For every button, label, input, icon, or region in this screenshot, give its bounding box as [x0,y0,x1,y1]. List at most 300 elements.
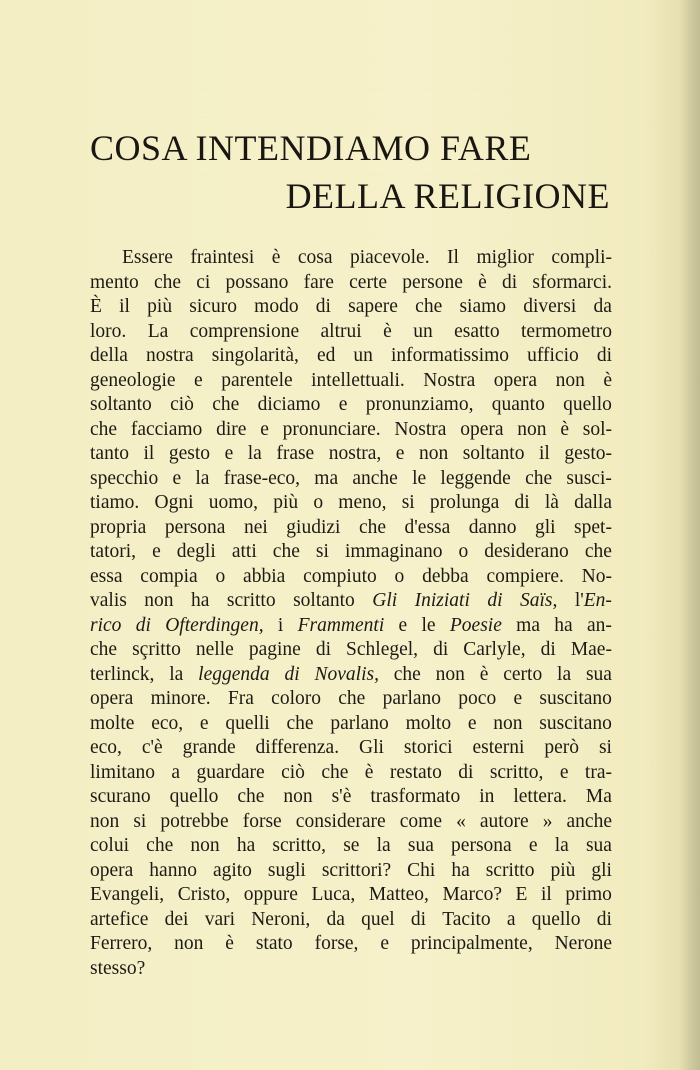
text-word: persona [451,835,512,856]
text-word: che [272,541,300,562]
text-word: differenza. [255,737,340,758]
text-word: parlano [330,712,389,734]
text-word: Saïs, [519,590,558,611]
text-word: di [410,908,427,930]
text-word: compia [140,565,198,587]
text-word: nostra [145,345,194,366]
text-word: piacevole. [349,247,430,268]
text-word: non [418,443,449,464]
text-word: che [415,296,443,317]
text-line [90,540,612,565]
text-line [90,442,612,467]
text-word: Ferrero, [90,933,153,954]
text-word: comprensione [189,320,300,342]
text-word: opera [493,369,538,391]
text-line [90,393,612,418]
text-word: di [433,639,449,660]
text-word: e [528,835,538,856]
text-word: gesto [168,443,211,464]
text-word: che [321,761,349,783]
text-word: giudizi [286,516,341,538]
text-word: colui [90,835,129,856]
text-word: di [284,663,300,685]
text-word: Mae- [570,639,612,660]
text-word: e [172,467,182,489]
text-word: Matteo, [368,884,429,905]
text-word: che [525,467,553,489]
text-word: un [353,345,373,366]
chapter-title-line-2: DELLA RELIGIONE [285,176,610,216]
text-word: soltanto [293,590,355,611]
text-word: ufficio [527,345,579,366]
text-word: ed [316,345,336,366]
text-word: a [171,761,181,783]
text-word: la [376,835,391,856]
text-word: Frammenti [297,614,385,636]
text-word: si [133,810,147,832]
page-gutter-shadow [680,0,700,1070]
text-word: della [90,345,128,366]
text-word: ha [554,614,573,636]
text-word: scurano [90,786,151,807]
text-word: Chi [407,859,436,881]
text-word: gli [534,516,556,538]
text-word: molto [405,712,452,734]
text-word: non [283,786,313,807]
text-word: meno, [338,492,387,513]
text-word: ciò [281,761,305,783]
body-paragraph [90,246,612,981]
text-word: Evangeli, [90,884,165,905]
text-word: che [90,639,118,660]
text-line [90,516,612,541]
text-word: essa [90,565,123,587]
text-word: quel [361,908,395,930]
text-word: che [393,663,421,685]
text-line [90,687,612,712]
text-word: è [478,271,487,293]
text-word: intellettuali. [311,369,405,391]
text-word: parlano [382,688,442,709]
text-word: a [506,908,516,930]
text-word: che [584,541,612,562]
text-word: cosa [297,247,333,268]
text-word: la [557,663,572,685]
text-word: certo [503,663,543,685]
text-word: in [479,786,495,807]
text-word: dei [164,908,189,930]
text-line [90,932,612,957]
text-word: persone [402,271,463,293]
text-word: la [247,443,262,464]
text-word: danno [468,516,517,538]
text-word: an- [586,614,612,636]
text-word: di [596,908,612,930]
text-word: compiere. [486,565,564,587]
text-word: e [559,761,569,783]
text-word: » [542,810,553,832]
text-word: propria [90,516,147,538]
text-word: o [458,541,469,562]
text-word: ma [314,467,339,489]
text-word: frase-eco, [223,467,301,489]
text-word: di [596,345,612,366]
text-word: agito [212,859,252,881]
text-word: diciamo [257,394,321,415]
text-word: scritto, [489,761,544,783]
text-word: il [538,443,550,464]
text-word: di [135,614,151,636]
text-word: gli [591,859,612,881]
text-word: specchio [90,467,159,489]
text-word: non [90,810,120,832]
text-line [90,418,612,443]
text-word: non [144,590,174,611]
text-word: termometro [521,320,612,342]
text-word: soltanto [462,443,525,464]
text-word: è [383,320,392,342]
text-word: è [271,247,281,268]
text-word: di [502,271,518,293]
text-word: fare [303,271,334,293]
text-word: la [554,835,569,856]
text-word: forse, [314,933,359,954]
text-word: terlinck, [90,663,155,685]
text-word: scritto, [272,835,327,856]
text-word: diversi [523,296,577,317]
text-word: da [593,296,612,317]
text-line [90,712,612,737]
text-word: il [119,296,130,317]
text-word: sua [585,835,612,856]
text-word: siamo [459,296,507,317]
text-line [90,663,612,688]
text-word: che [358,516,387,538]
text-word: Fra [227,688,254,709]
text-line [90,344,612,369]
text-word: nei [243,516,268,538]
text-word: frase [276,443,315,464]
text-word: degli [176,541,216,562]
text-word: Marco? [442,884,503,905]
text-line [90,810,612,835]
text-word: scritto [226,590,276,611]
text-word: lettera. [513,786,567,807]
text-word: non [493,712,523,734]
text-word: i [277,614,284,636]
text-word: soltanto [90,394,152,415]
text-word: vari [204,908,236,930]
text-word: Tacito [442,908,491,930]
text-word: opera [460,418,504,440]
text-word: non [435,663,465,685]
text-word: esterni [472,737,525,758]
text-word: che [212,394,240,415]
text-word: o [394,565,405,587]
text-word: di [458,761,474,783]
text-word: quello [169,786,219,807]
text-word: dire [216,418,247,440]
text-word: come [399,810,442,832]
text-word: che [153,271,182,293]
text-word: c'è [141,737,163,758]
text-word: che [146,835,174,856]
text-word: è [364,761,374,783]
text-line [90,491,612,516]
text-word: anche [566,810,612,832]
text-word: guardare [196,761,265,783]
text-word: Essere [122,247,173,268]
text-word: possano [225,271,289,293]
text-line [90,369,612,394]
text-word: ha [191,590,210,611]
text-word: di [540,639,556,660]
text-word: grande [182,737,236,758]
text-word: coloro [271,688,321,709]
text-word: compiuto [303,565,377,587]
text-word: Nerone [554,933,612,954]
text-word: gesto- [564,443,612,464]
text-word: tanto [90,443,129,464]
text-word: il [540,884,552,905]
text-word: spet- [574,516,612,538]
text-word: e [199,712,209,734]
text-word: persona [164,516,226,538]
text-word: più [550,859,576,881]
text-word: facciamo [130,418,203,440]
text-word: limitano [90,761,155,783]
text-word: prolunga [429,492,500,513]
text-word: La [147,320,169,342]
text-word: poco [458,688,497,709]
text-word: considerare [295,810,386,832]
text-line [90,271,612,296]
text-word: eco, [151,712,184,734]
text-line [90,246,612,271]
text-line [90,565,612,590]
text-word: un [413,320,433,342]
text-word: È [90,296,102,317]
text-word: non [190,835,220,856]
text-word: modo [254,296,299,317]
text-word: uomo, [208,492,258,513]
text-word: sformarci. [532,271,612,293]
text-word: la [195,467,210,489]
text-word: che [90,418,118,440]
text-word: però [544,737,580,758]
text-word: pagine [248,639,301,660]
text-word: il [143,443,155,464]
text-word: ciò [170,394,194,415]
text-word: e [338,394,348,415]
text-word: Schlegel, [346,639,419,660]
text-word: autore [479,810,529,832]
text-word: o [215,565,226,587]
text-word: esatto [454,320,500,342]
text-word: e [395,443,405,464]
text-word: Ma [585,786,612,807]
text-line [90,467,612,492]
text-word: quello [531,908,581,930]
text-word: e [467,712,477,734]
text-word: leggende [440,467,511,489]
text-word: Gli [359,737,384,758]
text-word: quelli [225,712,270,734]
text-word: atti [231,541,257,562]
text-word: stato [255,933,293,954]
text-word: dalla [574,492,612,513]
text-word: Iniziati [414,590,470,611]
text-word: quello [563,394,612,415]
text-word: hanno [149,859,197,881]
text-line [90,761,612,786]
text-word: certe [349,271,388,293]
text-word: che [237,786,265,807]
text-word: da [326,908,345,930]
text-word: nostra, [328,443,382,464]
text-word: che [338,688,366,709]
text-word: E [515,884,528,905]
text-word: miglior [476,247,534,268]
text-word: valis [90,590,127,611]
text-word: scrittori? [321,859,392,881]
text-word: rico [90,614,122,636]
text-word: più [273,492,299,513]
text-word: Ogni [154,492,194,513]
text-word: Nostra [423,369,476,391]
text-word: Luca, [311,884,356,905]
text-line [90,320,612,345]
text-line [90,785,612,810]
text-word: e [513,688,523,709]
text-word: tiamo. [90,492,140,513]
text-word: se [343,835,360,856]
text-word: molte [90,712,135,734]
text-word: opera [90,688,134,709]
text-line [90,614,612,639]
text-word: geneologie [90,369,176,391]
text-word: è [560,418,569,440]
text-word: la [169,663,184,685]
text-word: Cristo, [177,884,231,905]
text-word: oppure [243,884,298,905]
text-word: forse [242,810,282,832]
text-word: immaginano [344,541,443,562]
text-word: le [421,614,436,636]
text-line [90,883,612,908]
text-word: singolarità, [211,345,299,366]
text-word: tatori, [90,541,137,562]
text-word: le [412,467,427,489]
text-word: parentele [221,369,293,391]
text-word: non [555,369,585,391]
text-word: Carlyle, [463,639,526,660]
text-word: d'essa [404,516,451,538]
text-word: leggenda [198,663,270,685]
text-word: principalmente, [410,933,533,954]
text-word: ma [516,614,540,636]
text-word: suscitano [539,688,612,709]
text-word: desiderano [484,541,569,562]
text-word: o [313,492,324,513]
text-line [90,589,612,614]
text-word: Nostra [394,418,447,440]
text-word: là [544,492,559,513]
text-word: artefice [90,908,149,930]
text-word: è [225,933,234,954]
text-word: Poesie [449,614,502,636]
text-word: e [398,614,408,636]
text-word: sicuro [189,296,237,317]
text-word: fraintesi [190,247,255,268]
text-word: l'En- [574,590,612,611]
text-word: loro. [90,320,127,342]
text-word: si [315,541,329,562]
text-word: nelle [195,639,234,660]
text-word: è [603,369,612,391]
text-word: pronunciare. [282,418,381,440]
text-word: sugli [267,859,306,881]
text-line [90,638,612,663]
text-word: s'è [331,786,352,807]
text-word: e [380,933,389,954]
text-word: mento [90,271,139,293]
text-line [90,908,612,933]
text-word: Ofterdingen, [165,614,264,636]
text-word: ha [236,835,256,856]
text-word: potrebbe [160,810,229,832]
text-word: di [487,590,503,611]
text-word: restato [389,761,442,783]
text-word: che [286,712,314,734]
text-word: Neroni, [251,908,311,930]
text-word: Il [447,247,459,268]
text-segment: stesso? [90,957,146,979]
text-line [90,834,612,859]
text-word: storici [403,737,453,758]
text-word: anche [352,467,398,489]
text-word: e [152,541,161,562]
text-word: di [514,492,530,513]
text-word: è [479,663,489,685]
text-word: sçritto [132,639,181,660]
text-word: eco, [90,737,122,758]
text-word: suscitano [539,712,612,734]
text-word: più [147,296,173,317]
text-line [90,859,612,884]
text-word: « [456,810,466,832]
text-word: sol- [582,418,612,440]
text-word: di [315,639,331,660]
text-word: quanto [491,394,545,415]
text-word: opera [90,859,134,881]
text-word: e [224,443,234,464]
text-word: di [315,296,331,317]
text-word: non [174,933,204,954]
text-word: sua [585,663,612,685]
text-word: pronunziamo, [365,394,474,415]
text-word: sua [407,835,434,856]
text-word: trasformato [370,786,461,807]
text-word: susci- [566,467,612,489]
text-word: altrui [320,320,362,342]
text-word: si [598,737,612,758]
text-word: No- [581,565,612,587]
chapter-title-line-1: COSA INTENDIAMO FARE [90,128,532,168]
text-word: ha [451,859,470,881]
text-word: Gli [372,590,398,611]
text-word: scritto [485,859,535,881]
